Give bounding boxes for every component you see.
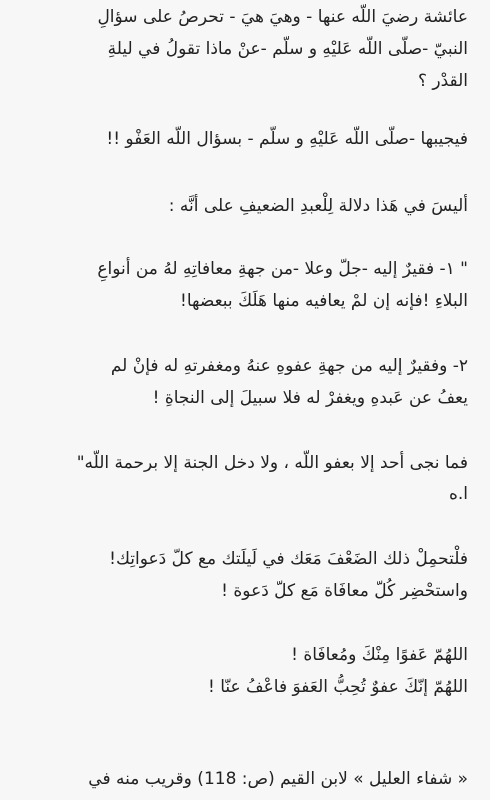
text-line-10: فما نجى أحد إلا بعفو اللّه ، ولا دخل الجنة إلا برحمة اللّه" <box>76 453 468 473</box>
text-line-9: يعفُ عن عَبدهِ ويغفرْ له فلا سبيلَ إلى النجاةِ ! <box>152 388 468 408</box>
text-line-11: ا.ه <box>448 484 468 504</box>
text-line-12: فلْتحمِلْ ذلك الضَعْفَ مَعَك في لَيلَتك مع كلّ دَعواتِك! <box>109 549 468 569</box>
text-line-5: أليسَ في هَذا دلالة لِلْعبدِ الضعيفِ على أنَّه : <box>168 196 468 216</box>
text-line-1: عائشة رضيَ اللّه عنها - وهيَ هيَ - تحرصُ على سؤالِ <box>97 7 468 27</box>
text-line-14: اللهُمّ عَفوًا مِنْكَ ومُعافَاة ! <box>291 645 468 665</box>
text-line-15: اللهُمّ إنّكَ عفوٌ تُحِبُّ العَفوَ فاعْفُ عنّا ! <box>207 677 468 697</box>
text-line-2: النبيّ -صلّى اللّه عَليْهِ و سلّم -عنْ ماذا تقولُ في ليلةِ <box>107 39 468 59</box>
text-line-7: البلاءِ !فإنه إن لمْ يعافيه منها هَلَكَ ببعضها! <box>180 291 468 311</box>
text-line-16: « شفاء العليل » لابن القيم (ص: 118) وقريب منه في <box>88 769 468 789</box>
text-line-3: القدْر ؟ <box>417 71 468 91</box>
text-line-4: فيجيبها -صلّى اللّه عَليْهِ و سلّم - بسؤال اللّه العَفْو !! <box>106 129 468 149</box>
text-line-13: واستحْضِر كُلّ معافَاة مَع كلّ دَعوة ! <box>221 581 468 601</box>
text-line-8: ٢- وفقيرٌ إليه من جهةِ عفوهِ عنهُ ومغفرتهِ له فإنْ لم <box>110 356 468 376</box>
text-line-6: " ١- فقيرٌ إليه -جلّ وعلا -من جهةِ معافاتِهِ لهُ من أنواعِ <box>97 259 468 279</box>
